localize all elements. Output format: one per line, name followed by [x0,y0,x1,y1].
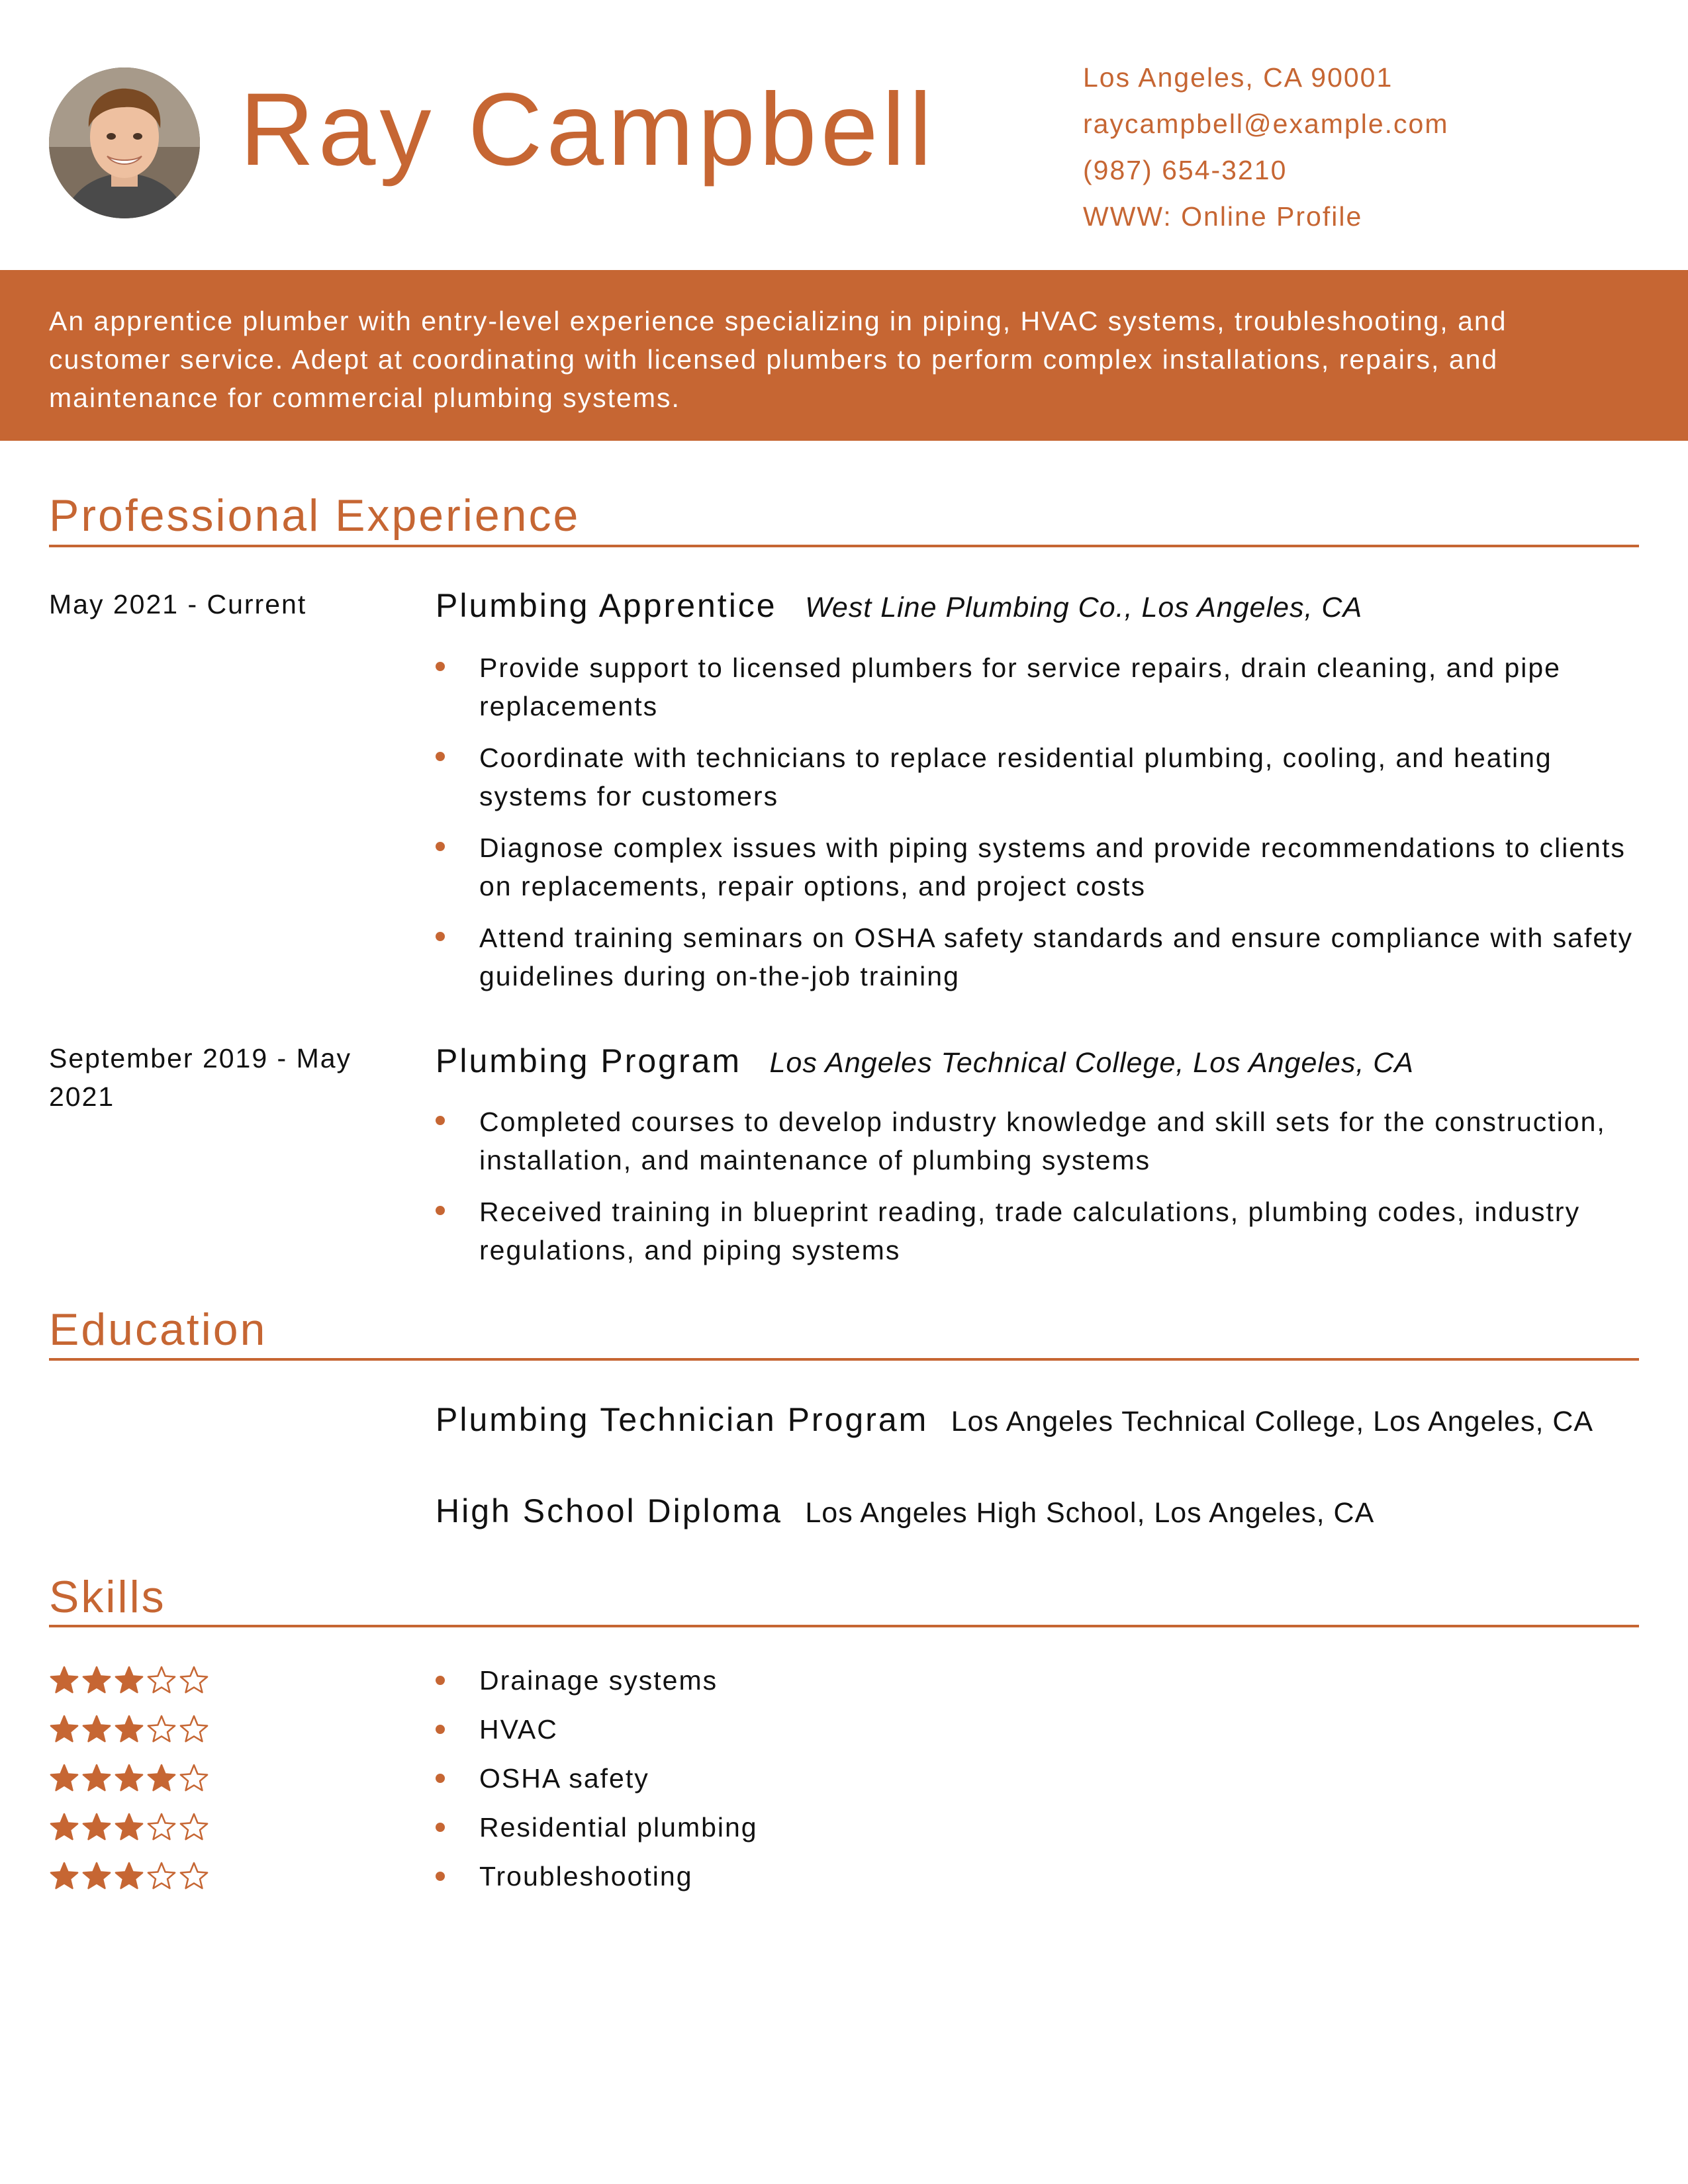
star-empty-icon [179,1763,209,1794]
star-filled-icon [81,1812,112,1843]
job-1-title: Plumbing Apprentice [436,587,777,624]
job-1-dates: May 2021 - Current [49,589,307,619]
contact-website[interactable]: WWW: Online Profile [1083,201,1363,232]
bullet-dot [436,1872,445,1881]
avatar-illustration [49,68,200,218]
job-2-bullets [436,1103,1647,1283]
list-item [436,1656,758,1705]
star-empty-icon [146,1665,177,1696]
star-empty-icon [179,1714,209,1745]
star-empty-icon [179,1665,209,1696]
star-filled-icon [114,1665,144,1696]
summary-banner [0,270,1688,441]
star-filled-icon [146,1763,177,1794]
bullet-text: Received training in blueprint reading, trade calculations, plumbing codes, industry regulations, and piping systems [479,1197,1581,1265]
list-item [436,649,1647,725]
job-2-org: Los Angeles Technical College, Los Angeles, CA [769,1047,1414,1079]
rating-row [49,1656,211,1705]
bullet-dot [436,1725,445,1734]
skill-name: OSHA safety [479,1763,649,1794]
bullet-dot [436,1206,445,1215]
bullet-text: Attend training seminars on OSHA safety standards and ensure compliance with safety guidelines during on-the-job training [479,923,1634,991]
list-item [436,1754,758,1803]
job-2-title: Plumbing Program [436,1042,742,1079]
star-filled-icon [114,1812,144,1843]
star-filled-icon [81,1763,112,1794]
star-filled-icon [49,1714,79,1745]
skill-name: HVAC [479,1714,558,1745]
star-filled-icon [81,1714,112,1745]
rating-row [49,1754,211,1803]
star-empty-icon [179,1812,209,1843]
education-1-org: Los Angeles Technical College, Los Angeles, CA [951,1406,1594,1437]
star-filled-icon [49,1763,79,1794]
bullet-text: Coordinate with technicians to replace residential plumbing, cooling, and heating systems for customers [479,743,1552,811]
experience-heading: Professional Experience [49,490,581,541]
list-item [436,919,1647,995]
star-filled-icon [114,1714,144,1745]
bullet-dot [436,1676,445,1685]
skills-heading: Skills [49,1572,166,1622]
education-item [436,1492,1374,1530]
star-empty-icon [179,1861,209,1891]
job-1-header [436,586,1362,625]
profile-photo [49,68,200,218]
list-item [436,1103,1647,1179]
star-empty-icon [146,1812,177,1843]
rating-row [49,1803,211,1852]
rating-row [49,1705,211,1754]
job-2-header [436,1042,1414,1080]
star-filled-icon [49,1665,79,1696]
skill-name: Drainage systems [479,1665,718,1696]
bullet-dot [436,842,445,851]
contact-info [1083,54,1448,240]
bullet-text: Completed courses to develop industry knowledge and skill sets for the construction, installation, and maintenance of plumbing systems [479,1107,1606,1175]
list-item [436,829,1647,905]
education-heading: Education [49,1304,267,1355]
education-2-org: Los Angeles High School, Los Angeles, CA [805,1497,1375,1529]
star-filled-icon [114,1763,144,1794]
education-divider [49,1358,1639,1361]
education-1-title: Plumbing Technician Program [436,1401,929,1438]
bullet-text: Diagnose complex issues with piping systems and provide recommendations to clients on replacements, repair options, and project costs [479,833,1626,901]
star-filled-icon [114,1861,144,1891]
experience-divider [49,545,1639,547]
bullet-dot [436,1774,445,1783]
star-filled-icon [81,1665,112,1696]
star-filled-icon [49,1812,79,1843]
education-item [436,1400,1593,1439]
contact-phone: (987) 654-3210 [1083,155,1288,185]
list-item [436,1193,1647,1269]
job-1-bullets [436,649,1647,1009]
bullet-dot [436,932,445,941]
skills-list [436,1656,758,1901]
star-empty-icon [146,1861,177,1891]
bullet-dot [436,1116,445,1125]
star-filled-icon [49,1861,79,1891]
list-item [436,1705,758,1754]
summary-text: An apprentice plumber with entry-level experience specializing in piping, HVAC systems, troubleshooting, and customer service. Adept at coordinating with licensed plumbers to perform complex installations, repairs, and maintenance for commercial plumbing systems. [49,306,1507,413]
rating-row [49,1852,211,1901]
star-empty-icon [146,1714,177,1745]
list-item [436,1852,758,1901]
contact-location: Los Angeles, CA 90001 [1083,62,1393,93]
contact-email[interactable]: raycampbell@example.com [1083,109,1449,139]
skill-name: Troubleshooting [479,1861,693,1891]
bullet-dot [436,752,445,761]
education-2-title: High School Diploma [436,1492,782,1529]
list-item [436,1803,758,1852]
list-item [436,739,1647,815]
bullet-text: Provide support to licensed plumbers for service repairs, drain cleaning, and pipe replacements [479,653,1561,721]
skill-ratings [49,1656,211,1901]
candidate-name: Ray Campbell [240,72,936,187]
job-1-org: West Line Plumbing Co., Los Angeles, CA [805,592,1363,623]
star-filled-icon [81,1861,112,1891]
skill-name: Residential plumbing [479,1812,758,1843]
job-2-dates: September 2019 - May 2021 [49,1043,352,1112]
bullet-dot [436,1823,445,1832]
bullet-dot [436,662,445,671]
skills-divider [49,1625,1639,1627]
